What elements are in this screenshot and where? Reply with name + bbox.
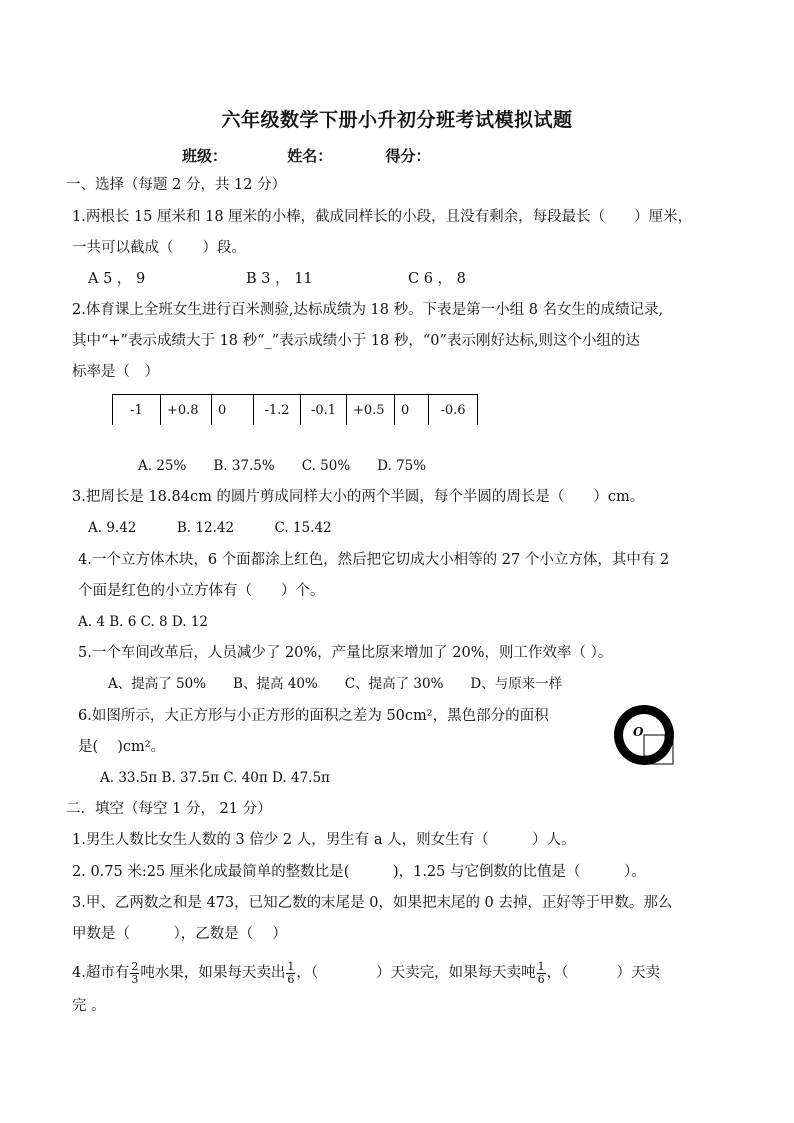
q2-line1: 2.体育课上全班女生进行百米测验,达标成绩为 18 秒。下表是第一小组 8 名女生的成绩记录, bbox=[72, 302, 664, 318]
score-label: 得分： bbox=[385, 147, 431, 165]
score-record-table bbox=[112, 394, 478, 425]
q6-options: A. 33.5π B. 37.5π C. 40π D. 47.5π bbox=[100, 770, 330, 786]
q2-options: A. 25% B. 37.5% C. 50% D. 75% bbox=[138, 458, 427, 474]
q3-line1: 3.把周长是 18.84cm 的圆片剪成同样大小的两个半圆，每个半圆的周长是（ ）cm。 bbox=[72, 489, 645, 505]
section1-heading: 一、选择（每题 2 分，共 12 分） bbox=[66, 177, 287, 193]
table-cell: -0.1 bbox=[301, 395, 347, 426]
s2-q1: 1.男生人数比女生人数的 3 倍少 2 人，男生有 a 人，则女生有（ ）人。 bbox=[72, 832, 576, 848]
numerator: 1 bbox=[287, 959, 295, 973]
name-label: 姓名： bbox=[287, 147, 333, 165]
numerator: 2 bbox=[131, 959, 139, 973]
table-cell: +0.5 bbox=[347, 395, 395, 426]
q2-line2: 其中“+”表示成绩大于 18 秒“_”表示成绩小于 18 秒，“0”表示刚好达标,则这个小组的达 bbox=[72, 333, 641, 349]
q4-options: A. 4 B. 6 C. 8 D. 12 bbox=[78, 614, 209, 630]
table-cell: -1.2 bbox=[254, 395, 301, 426]
q3-options: A. 9.42 B. 12.42 C. 15.42 bbox=[88, 520, 332, 536]
s2-q2: 2. 0.75 米:25 厘米化成最简单的整数比是( )，1.25 与它倒数的比值是（ ）。 bbox=[72, 864, 646, 880]
table-row bbox=[113, 395, 478, 426]
q1-line2: 一共可以截成（ ）段。 bbox=[72, 240, 246, 256]
denominator: 6 bbox=[537, 972, 545, 986]
numerator: 1 bbox=[537, 959, 545, 973]
q6-line1: 6.如图所示，大正方形与小正方形的面积之差为 50cm²，黑色部分的面积 bbox=[78, 708, 549, 724]
table-cell: -0.6 bbox=[429, 395, 478, 426]
s2-q4-line1 bbox=[72, 958, 660, 988]
s2-q4-text-4: ，（ ）天卖 bbox=[546, 965, 660, 981]
class-label: 班级： bbox=[182, 147, 228, 165]
table-cell: 0 bbox=[212, 395, 254, 426]
q6-line2: 是( )cm²。 bbox=[78, 739, 166, 755]
center-label: O bbox=[633, 725, 644, 739]
section2-heading: 二．填空（每空 1 分， 21 分） bbox=[66, 801, 272, 817]
table-cell: -1 bbox=[113, 395, 161, 426]
student-info bbox=[182, 145, 430, 166]
q4-line1: 4.一个立方体木块，6 个面都涂上红色，然后把它切成大小相等的 27 个小立方体，其中有 2 bbox=[78, 552, 670, 568]
denominator: 6 bbox=[287, 972, 295, 986]
fraction bbox=[130, 961, 139, 986]
q1-option-a: A 5 ， 9 bbox=[88, 271, 146, 287]
q1-line1: 1.两根长 15 厘米和 18 厘米的小棒，截成同样长的小段，且没有剩余，每段最长（ ）厘米， bbox=[72, 209, 693, 225]
denominator: 3 bbox=[131, 972, 139, 986]
table-cell: 0 bbox=[395, 395, 429, 426]
page-title: 六年级数学下册小升初分班考试模拟试题 bbox=[221, 109, 573, 131]
q4-line2: 个面是红色的小立方体有（ ）个。 bbox=[78, 583, 325, 599]
s2-q4-text-3: ，（ ）天卖完，如果每天卖吨 bbox=[296, 965, 536, 981]
q1-option-c: C 6 ， 8 bbox=[408, 271, 466, 287]
q1-option-b: B 3 ， 11 bbox=[246, 271, 313, 287]
s2-q4-line2: 完 。 bbox=[72, 998, 106, 1014]
fraction bbox=[286, 961, 295, 986]
s2-q4-text-1: 4.超市有 bbox=[72, 965, 130, 981]
s2-q3-line1: 3.甲、乙两数之和是 473，已知乙数的末尾是 0，如果把末尾的 0 去掉，正好等于甲数。那么 bbox=[72, 895, 673, 911]
table-cell: +0.8 bbox=[161, 395, 212, 426]
q5-options: A、提高了 50% B、提高 40% C、提高了 30% D、与原来一样 bbox=[108, 676, 563, 692]
s2-q4-text-2: 吨水果，如果每天卖出 bbox=[140, 965, 286, 981]
q2-line3: 标率是（ ） bbox=[72, 364, 159, 380]
q5-line1: 5.一个车间改革后，人员减少了 20%，产量比原来增加了 20%，则工作效率（ ）。 bbox=[78, 645, 613, 661]
q6-figure bbox=[612, 704, 676, 766]
s2-q3-line2: 甲数是（ ），乙数是（ ） bbox=[72, 926, 287, 942]
fraction bbox=[537, 961, 546, 986]
